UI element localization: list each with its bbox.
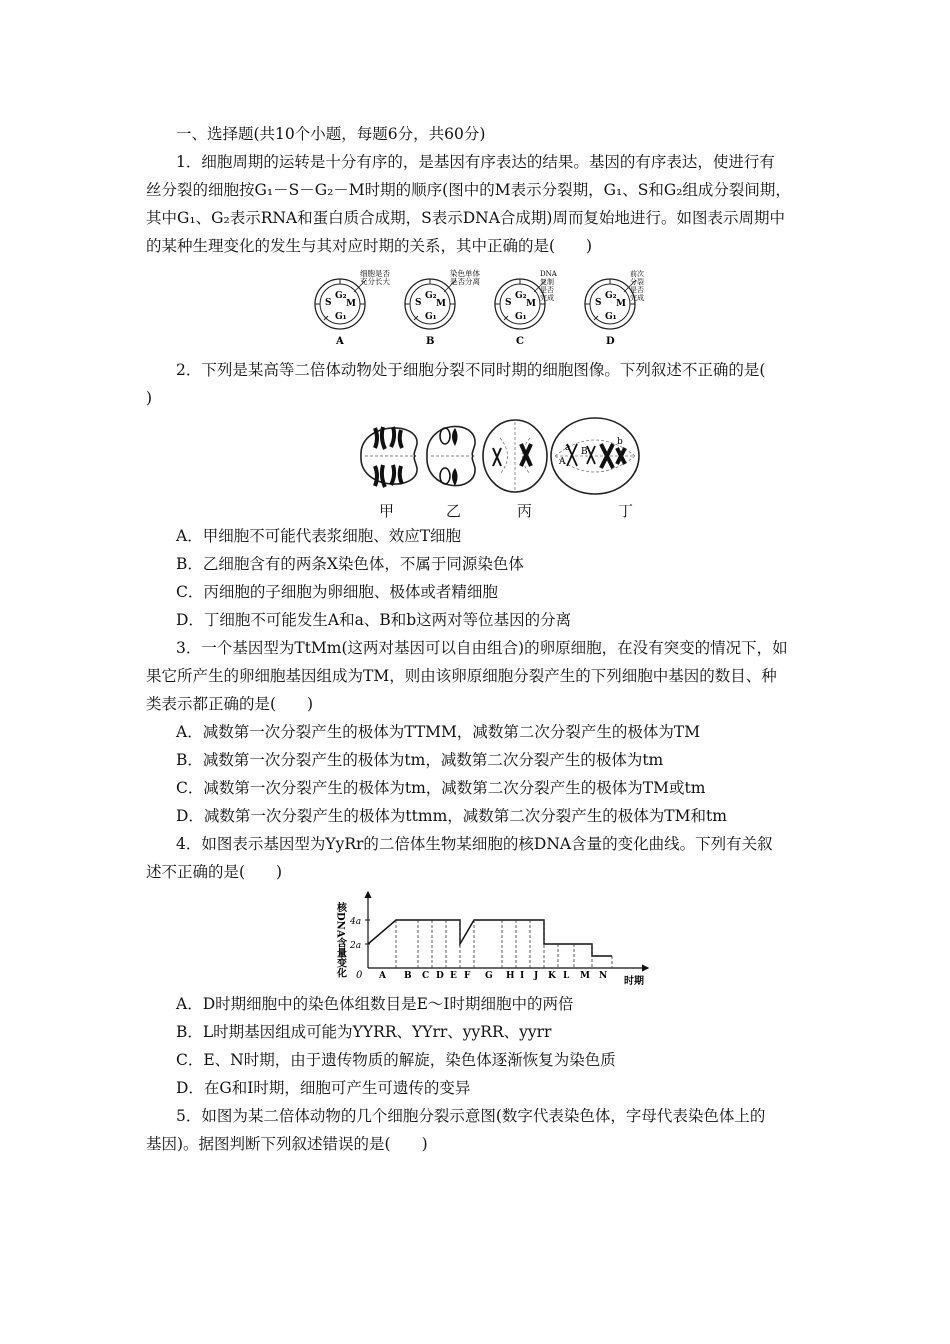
cell-division-figure	[355, 414, 645, 498]
cycle-note-text: 充分长大	[360, 277, 390, 286]
gene-label-A: A	[559, 457, 566, 467]
phase-s: S	[505, 298, 512, 308]
q3-line-3: 类表示都正确的是( )	[146, 695, 314, 713]
phase-g2: G₂	[605, 291, 617, 301]
q3-line-2: 果它所产生的卵细胞基因组成为TM，则由该卵原细胞分裂产生的下列细胞中基因的数目、种	[146, 667, 777, 685]
q3-option-a: A．减数第一次分裂产生的极体为TTMM，减数第二次分裂产生的极体为TM	[176, 723, 701, 741]
phase-s: S	[325, 298, 332, 308]
cycle-note-text: 完成	[540, 294, 554, 302]
q4-line-2: 述不正确的是( )	[146, 863, 283, 881]
phase-s: S	[415, 298, 422, 308]
cycle-note-text: 细胞是否	[360, 269, 390, 278]
caption-yi: 乙	[446, 502, 462, 520]
q4-option-b: B．L时期基因组成可能为YYRR、YYrr、yyRR、yyrr	[176, 1023, 552, 1041]
x-category-label: L	[563, 971, 570, 981]
cycle-note-text: 是否	[540, 286, 554, 294]
x-axis-label: 时期	[624, 976, 644, 987]
cycle-note-text: 复制	[540, 278, 554, 286]
x-category-label: G	[485, 971, 493, 981]
x-category-label: M	[580, 971, 590, 981]
cycle-note-text: 是否	[630, 286, 644, 294]
x-category-label: E	[450, 971, 457, 981]
q5-line-1: 5．如图为某二倍体动物的几个细胞分裂示意图(数字代表染色体，字母代表染色体上的	[176, 1107, 766, 1125]
x-category-label: I	[520, 971, 525, 981]
q1-line-3: 其中G₁、G₂表示RNA和蛋白质合成期，S表示DNA合成期)周而复始地进行。如图表示周期中	[146, 209, 785, 227]
x-category-label: C	[422, 971, 430, 981]
q2-line-1: 2．下列是某高等二倍体动物处于细胞分裂不同时期的细胞图像。下列叙述不正确的是(	[176, 361, 766, 379]
cycle-letter-c: C	[516, 336, 524, 346]
gene-label-a: a	[565, 443, 571, 453]
q5-line-2: 基因)。据图判断下列叙述错误的是( )	[146, 1135, 428, 1153]
cycle-letter-a: A	[336, 336, 344, 346]
q1-line-1: 1．细胞周期的运转是十分有序的，是基因有序表达的结果。基因的有序表达，使进行有	[176, 153, 775, 171]
dna-series-line	[368, 920, 612, 956]
cycle-cell-c	[495, 270, 558, 346]
q3-option-c: C．减数第一次分裂产生的极体为tm，减数第二次分裂产生的极体为TM或tm	[176, 779, 706, 797]
phase-m: M	[346, 299, 356, 309]
gene-label-b: b	[617, 437, 623, 447]
cell-bing	[483, 420, 547, 492]
q2-option-c: C．丙细胞的子细胞为卵细胞、极体或者精细胞	[176, 583, 498, 601]
y-axis-label: 核DNA含量变化	[334, 902, 346, 978]
caption-bing: 丙	[517, 502, 533, 520]
phase-g1: G₁	[515, 312, 527, 322]
cycle-note-text: DNA	[540, 270, 557, 278]
y-tick-label: 2a	[350, 941, 362, 951]
section-title: 一、选择题(共10个小题，每题6分，共60分)	[176, 125, 486, 143]
phase-g1: G₁	[605, 312, 617, 322]
x-category-label: F	[464, 971, 471, 981]
dna-content-chart	[330, 888, 662, 988]
y-tick-label: 4a	[350, 917, 362, 927]
x-category-label: K	[548, 971, 556, 981]
q3-option-b: B．减数第一次分裂产生的极体为tm，减数第二次分裂产生的极体为tm	[176, 751, 664, 769]
cycle-note-text: 是否分离	[450, 277, 480, 286]
phase-m: M	[526, 299, 536, 309]
phase-s: S	[595, 298, 602, 308]
cycle-note-text: 前次	[630, 270, 644, 278]
cycle-letter-d: D	[606, 336, 615, 346]
cell-ding	[551, 418, 639, 494]
cycle-cell-a	[315, 269, 390, 346]
caption-jia: 甲	[379, 502, 395, 520]
q4-line-1: 4．如图表示基因型为YyRr的二倍体生物某细胞的核DNA含量的变化曲线。下列有关叙	[176, 835, 773, 853]
x-category-label: A	[379, 971, 386, 981]
cycle-note-text: 分裂	[630, 278, 644, 286]
q2-option-a: A．甲细胞不可能代表浆细胞、效应T细胞	[176, 527, 462, 545]
q1-line-2: 丝分裂的细胞按G₁－S－G₂－M时期的顺序(图中的M表示分裂期，G₁、S和G₂组成分裂间期，	[146, 181, 791, 199]
cycle-note-text: 染色单体	[450, 269, 480, 278]
phase-g2: G₂	[425, 291, 437, 301]
q4-option-c: C．E、N时期，由于遗传物质的解旋，染色体逐渐恢复为染色质	[176, 1051, 616, 1069]
q2-line-2: )	[146, 389, 153, 407]
caption-ding: 丁	[618, 502, 634, 520]
q2-option-b: B．乙细胞含有的两条X染色体，不属于同源染色体	[176, 555, 524, 573]
q1-line-4: 的某种生理变化的发生与其对应时期的关系，其中正确的是( )	[146, 237, 593, 255]
x-category-label: B	[404, 971, 412, 981]
phase-g2: G₂	[515, 291, 527, 301]
x-category-label: D	[436, 971, 444, 981]
q2-option-d: D．丁细胞不可能发生A和a、B和b这两对等位基因的分离	[176, 611, 572, 629]
origin-label: 0	[356, 970, 363, 981]
gene-label-B: B	[581, 447, 588, 457]
phase-g1: G₁	[335, 312, 347, 322]
q3-line-1: 3．一个基因型为TtMm(这两对基因可以自由组合)的卵原细胞，在没有突变的情况下，如	[176, 639, 788, 657]
cell-cycle-figure	[310, 268, 650, 346]
cycle-note-text: 完成	[630, 294, 644, 302]
cycle-cell-d	[585, 269, 644, 346]
phase-g2: G₂	[335, 291, 347, 301]
x-category-label: J	[534, 971, 539, 981]
phase-m: M	[436, 299, 446, 309]
x-category-label: H	[506, 971, 515, 981]
cell-jia	[361, 427, 417, 487]
cycle-cell-b	[405, 268, 480, 346]
cell-yi	[427, 426, 475, 486]
x-category-label: N	[599, 971, 608, 981]
q3-option-d: D．减数第一次分裂产生的极体为ttmm，减数第二次分裂产生的极体为TM和tm	[176, 807, 727, 825]
phase-g1: G₁	[425, 312, 437, 322]
q4-option-a: A．D时期细胞中的染色体组数目是E～I时期细胞中的两倍	[176, 995, 574, 1013]
phase-m: M	[616, 299, 626, 309]
cycle-letter-b: B	[426, 336, 435, 346]
q4-option-d: D．在G和I时期，细胞可产生可遗传的变异	[176, 1079, 471, 1097]
